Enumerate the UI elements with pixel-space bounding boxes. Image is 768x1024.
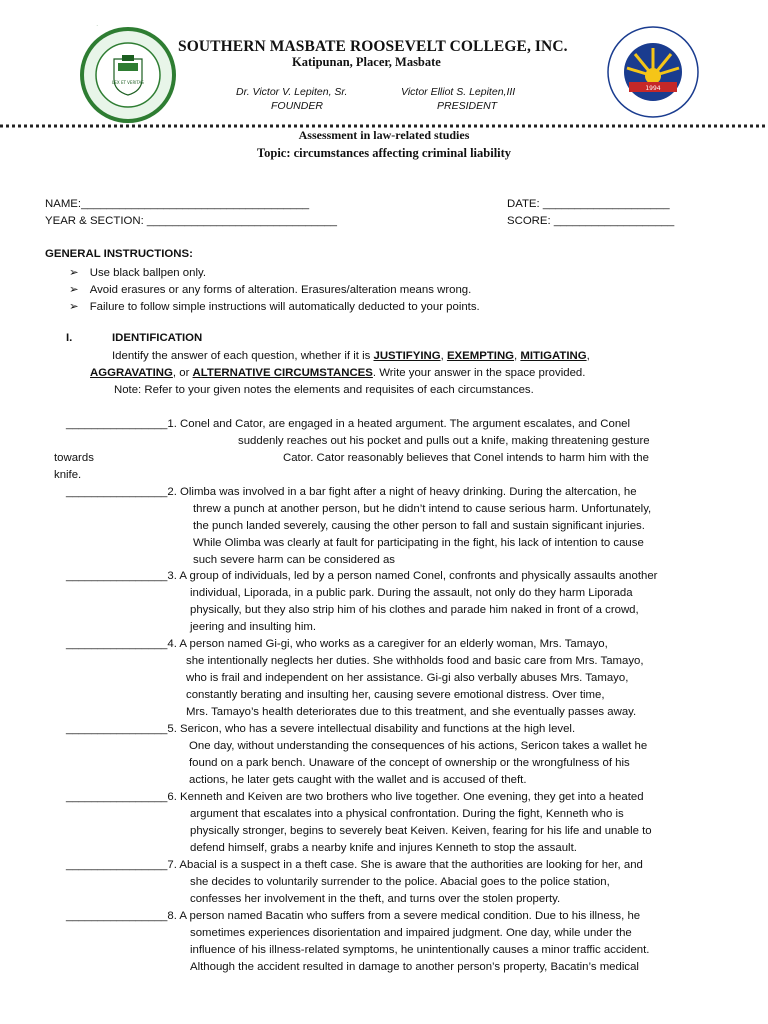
college-name: SOUTHERN MASBATE ROOSEVELT COLLEGE, INC.: [178, 38, 568, 55]
question-3: [66, 568, 732, 636]
question-line: jeering and insulting him.: [190, 621, 317, 633]
question-4: [66, 636, 732, 721]
question-line: confesses her involvement in the theft, and turns over the stolen property.: [190, 893, 561, 905]
president-name: Victor Elliot S. Lepiten,III: [401, 86, 516, 98]
bullet-arrow-icon: ➢: [69, 267, 79, 279]
dotted-divider: [0, 116, 768, 122]
college-address: Katipunan, Placer, Masbate: [292, 55, 441, 69]
question-line: constantly berating and insulting her, causing severe emotional distress. Over time,: [186, 689, 605, 701]
section-intro-line1: [112, 348, 590, 365]
separator: ,: [514, 350, 521, 362]
question-line: While Olimba was clearly at fault for participating in the fight, his lack of intention to cause: [193, 537, 644, 549]
question-line: sometimes experiences disorientation and impaired judgment. One day, while under the: [190, 927, 632, 939]
instructions-heading: GENERAL INSTRUCTIONS:: [45, 248, 193, 260]
founder-title: FOUNDER: [271, 100, 323, 112]
college-seal-logo: [78, 25, 178, 125]
score-field[interactable]: SCORE: ___________________: [507, 215, 675, 227]
question-line: the punch landed severely, causing the other person to fall and sustain significant injuries.: [193, 520, 645, 532]
question-line: ________________8. A person named Bacatin who suffers from a severe medical condition. Due to his illness, he: [66, 910, 641, 922]
question-7: [66, 857, 732, 908]
question-line: ________________3. A group of individuals, led by a person named Conel, confronts and physically assaults another: [66, 570, 658, 582]
question-line: physically, but they also strip him of his clothes and parade him naked in front of a crowd,: [190, 604, 639, 616]
question-line: argument that escalates into a physical confrontation. During the fight, Kenneth who is: [190, 808, 624, 820]
instruction-item: [69, 282, 471, 296]
question-5: [66, 721, 732, 789]
question-line: threw a punch at another person, but he didn’t intend to cause serious harm. Unfortunately,: [193, 503, 652, 515]
question-6: [66, 789, 732, 857]
question-1: [54, 416, 732, 484]
question-line: physically stronger, begins to severely beat Keiven. Keiven, fearing for his life and unable to: [190, 825, 652, 837]
question-8: [66, 908, 732, 976]
left-logo-shield-text: LEX ET VERITAS: [112, 80, 144, 85]
separator: ,: [440, 350, 447, 362]
question-line: such severe harm can be considered as: [193, 554, 395, 566]
section-note: Note: Refer to your given notes the elements and requisites of each circumstances.: [114, 384, 534, 396]
date-field[interactable]: DATE: ____________________: [507, 198, 670, 210]
term-justifying: JUSTIFYING: [373, 350, 441, 362]
right-logo-ring-text: [607, 26, 699, 28]
question-line: [54, 450, 720, 467]
instruction-item: [69, 299, 480, 313]
term-mitigating: MITIGATING: [520, 350, 587, 362]
intro-text: Identify the answer of each question, whether if it is: [112, 350, 374, 362]
section-intro-line2: [90, 365, 585, 382]
separator: ,: [586, 350, 590, 362]
right-logo-year: 1994: [645, 85, 661, 92]
name-field[interactable]: NAME:____________________________________: [45, 198, 310, 210]
question-line: actions, he later gets caught with the wallet and is accused of theft.: [189, 774, 527, 786]
instruction-text: Failure to follow simple instructions will automatically deducted to your points.: [89, 301, 480, 313]
bullet-arrow-icon: ➢: [69, 284, 79, 296]
left-logo-bottom-text: [78, 25, 126, 27]
question-line: knife.: [54, 469, 82, 481]
question-line: ________________1. Conel and Cator, are engaged in a heated argument. The argument escalates, and Conel: [66, 418, 631, 430]
section-title: IDENTIFICATION: [112, 332, 203, 344]
term-exempting: EXEMPTING: [446, 350, 515, 362]
question-line: ________________7. Abacial is a suspect in a theft case. She is aware that the authorities are looking for her, and: [66, 859, 643, 871]
question-line-part: Cator. Cator reasonably believes that Conel intends to harm him with the: [283, 452, 649, 464]
question-line: ________________6. Kenneth and Keiven are two brothers who live together. One evening, they get into a heated: [66, 791, 644, 803]
intro-text: . Write your answer in the space provided.: [372, 367, 586, 379]
question-line: individual, Liporada, in a public park. During the assault, not only do they harm Liporada: [190, 587, 633, 599]
question-line: she intentionally neglects her duties. She withholds food and basic care from Mrs. Tamayo,: [186, 655, 644, 667]
question-line: suddenly reaches out his pocket and pulls out a knife, making threatening gesture: [238, 435, 650, 447]
year-section-field[interactable]: YEAR & SECTION: ______________________________: [45, 215, 337, 227]
question-line-part: towards: [54, 452, 94, 464]
question-line: ________________4. A person named Gi-gi, who works as a caregiver for an elderly woman, Mrs. Tamayo,: [66, 638, 608, 650]
question-line: who is frail and independent on her assistance. Gi-gi also verbally abuses Mrs. Tamayo,: [186, 672, 629, 684]
section-number: I.: [66, 332, 73, 344]
assessment-title: Assessment in law-related studies: [298, 128, 470, 142]
question-line: influence of his illness-related symptoms, he unintentionally causes a minor traffic accident.: [190, 944, 650, 956]
question-line: ________________5. Sericon, who has a severe intellectual disability and functions at the high level.: [66, 723, 576, 735]
question-line: found on a park bench. Unaware of the concept of ownership or the wrongfulness of his: [189, 757, 630, 769]
term-aggravating: AGGRAVATING: [90, 367, 173, 379]
bullet-arrow-icon: ➢: [69, 301, 79, 313]
question-line: ________________2. Olimba was involved in a bar fight after a night of heavy drinking. During the altercation, he: [66, 486, 637, 498]
president-title: PRESIDENT: [437, 100, 498, 112]
question-2: [66, 484, 732, 569]
question-line: defend himself, grabs a nearby knife and injures Kenneth to stop the assault.: [190, 842, 577, 854]
question-line: she decides to voluntarily surrender to the police. Abacial goes to the police station,: [190, 876, 610, 888]
founder-name: Dr. Victor V. Lepiten, Sr.: [236, 86, 348, 98]
question-line: Although the accident resulted in damage to another person’s property, Bacatin’s medical: [190, 961, 639, 973]
instruction-text: Avoid erasures or any forms of alteration. Erasures/alteration means wrong.: [89, 284, 472, 296]
assessment-topic: Topic: circumstances affecting criminal liability: [256, 146, 512, 160]
term-alternative: ALTERNATIVE CIRCUMSTANCES: [192, 367, 373, 379]
question-line: One day, without understanding the consequences of his actions, Sericon takes a wallet he: [189, 740, 648, 752]
ched-seal-logo: [607, 26, 699, 118]
instruction-item: [69, 265, 206, 279]
question-line: Mrs. Tamayo’s health deteriorates due to this treatment, and she eventually passes away.: [186, 706, 637, 718]
separator: , or: [172, 367, 193, 379]
instruction-text: Use black ballpen only.: [89, 267, 207, 279]
